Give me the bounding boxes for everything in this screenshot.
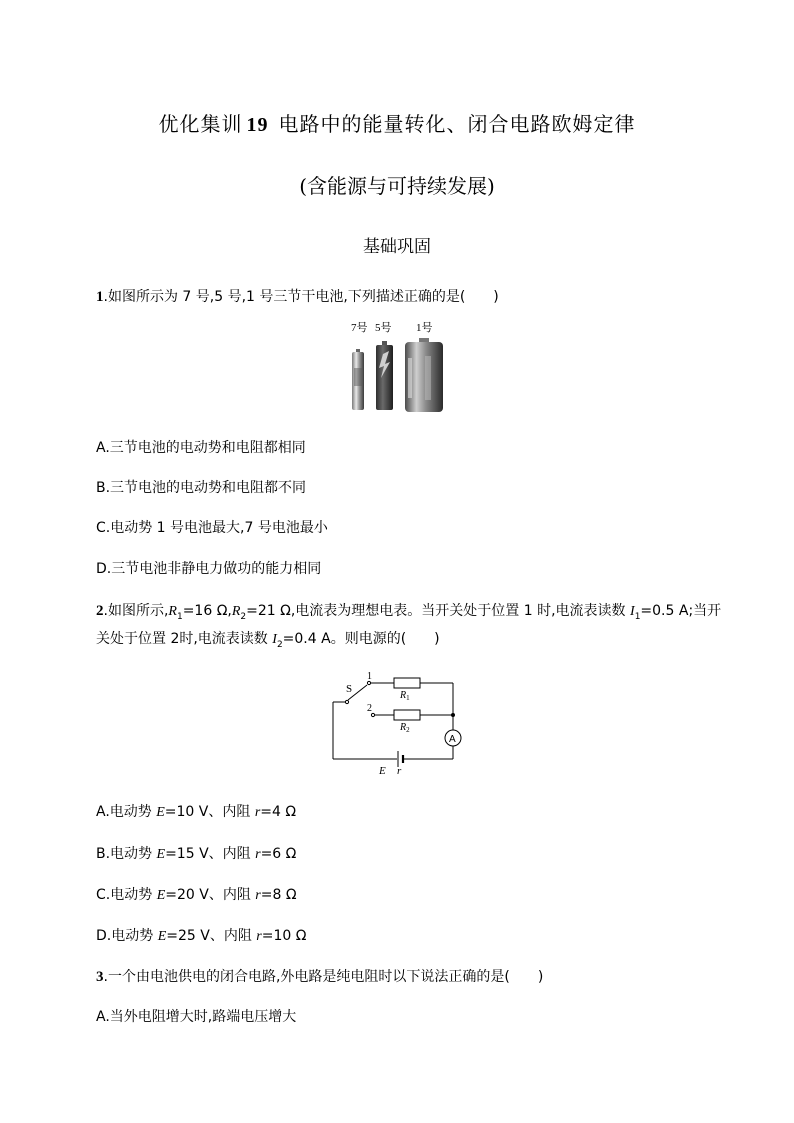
position-2-label: 2 — [367, 703, 372, 714]
internal-resistance-label: r — [397, 765, 402, 777]
q1-option-c: C.电动势 1 号电池最大,7 号电池最小 — [96, 520, 328, 536]
battery-figure — [345, 318, 455, 414]
question-1-number: 1 — [96, 289, 104, 305]
label-aaa: 7号 — [351, 322, 368, 334]
q1-option-a: A.三节电池的电动势和电阻都相同 — [96, 440, 306, 456]
question-3 — [96, 966, 543, 986]
q3-option-a: A.当外电阻增大时,路端电压增大 — [96, 1009, 297, 1025]
label-d: 1号 — [416, 322, 433, 334]
label-aa: 5号 — [375, 322, 392, 334]
section-heading: 基础巩固 — [363, 237, 431, 257]
q1-option-d: D.三节电池非静电力做功的能力相同 — [96, 561, 322, 577]
circuit-diagram — [322, 668, 472, 778]
question-3-number: 3 — [96, 969, 104, 985]
junction-dot — [451, 713, 455, 717]
battery-d-terminal — [419, 338, 429, 342]
question-1-text: .如图所示为 7 号,5 号,1 号三节干电池,下列描述正确的是( ) — [103, 289, 499, 305]
title-prefix: 优化集训 — [158, 112, 243, 136]
q2-option-a: A.电动势 E=10 V、内阻 r=4 Ω — [96, 804, 297, 820]
q2-option-c: C.电动势 E=20 V、内阻 r=8 Ω — [96, 887, 297, 903]
title-number: 19 — [246, 114, 269, 136]
page-subtitle: (含能源与可持续发展) — [299, 174, 495, 198]
emf-label: E — [379, 765, 386, 777]
question-2-line-1: 2.如图所示$,R_1=16$ $\Omega,R_2=21$ Ω,电流表为理想电表。当开关处于位置 1 时,电流表读数 $I_1=0.5$ A;当开 — [96, 603, 722, 622]
switch-label: S — [346, 683, 353, 695]
question-3-text: .一个由电池供电的闭合电路,外电路是纯电阻时以下说法正确的是( ) — [103, 969, 544, 985]
ammeter-label: A — [449, 734, 456, 745]
q1-option-b: B.三节电池的电动势和电阻都不同 — [96, 480, 307, 496]
question-2-line-2: 关处于位置 2时,电流表读数 $I_2=0.4$ A。则电源的( ) — [96, 631, 440, 650]
question-2-number: 2 — [96, 603, 104, 619]
battery-aa-terminal — [382, 341, 387, 345]
r2-label: $R_2$ — [400, 722, 410, 734]
question-1 — [96, 286, 499, 306]
title-text: 电路中的能量转化、闭合电路欧姆定律 — [278, 112, 636, 136]
q2-option-d: D.电动势 E=25 V、内阻 r=10 Ω — [96, 928, 307, 944]
r1-label: $R_1$ — [400, 690, 410, 702]
position-1-label: 1 — [367, 671, 372, 682]
page-title — [0, 108, 794, 137]
resistor-r1 — [394, 678, 420, 688]
battery-aaa-terminal — [356, 349, 360, 352]
q2-option-b: B.电动势 E=15 V、内阻 r=6 Ω — [96, 846, 297, 862]
resistor-r2 — [394, 710, 420, 720]
